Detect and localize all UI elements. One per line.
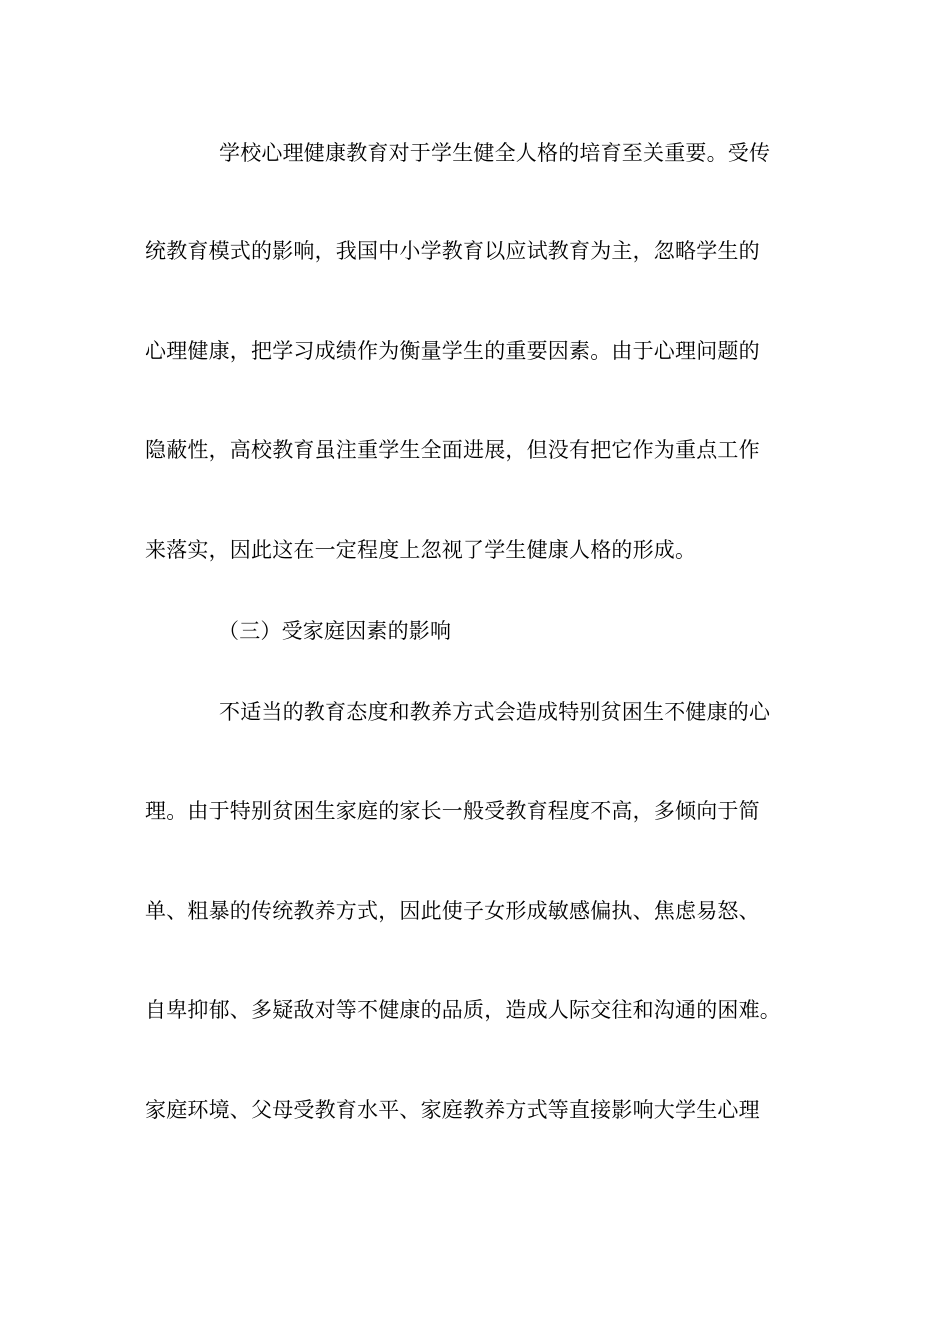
paragraph-line: 自卑抑郁、多疑敌对等不健康的品质，造成人际交往和沟通的困难。 [145,998,781,1022]
paragraph-line: 统教育模式的影响，我国中小学教育以应试教育为主，忽略学生的 [145,239,760,263]
paragraph-line: 心理健康，把学习成绩作为衡量学生的重要因素。由于心理问题的 [145,339,760,363]
section-heading: （三）受家庭因素的影响 [218,619,452,643]
paragraph-line: 来落实，因此这在一定程度上忽视了学生健康人格的形成。 [145,538,697,562]
paragraph-line: 学校心理健康教育对于学生健全人格的培育至关重要。受传 [219,141,771,165]
paragraph-line: 理。由于特别贫困生家庭的家长一般受教育程度不高，多倾向于简 [145,799,760,823]
paragraph-line: 不适当的教育态度和教养方式会造成特别贫困生不健康的心 [219,700,771,724]
paragraph-line: 单、粗暴的传统教养方式，因此使子女形成敏感偏执、焦虑易怒、 [145,899,760,923]
paragraph-line: 家庭环境、父母受教育水平、家庭教养方式等直接影响大学生心理 [145,1098,760,1122]
paragraph-line: 隐蔽性，高校教育虽注重学生全面进展，但没有把它作为重点工作 [145,438,760,462]
